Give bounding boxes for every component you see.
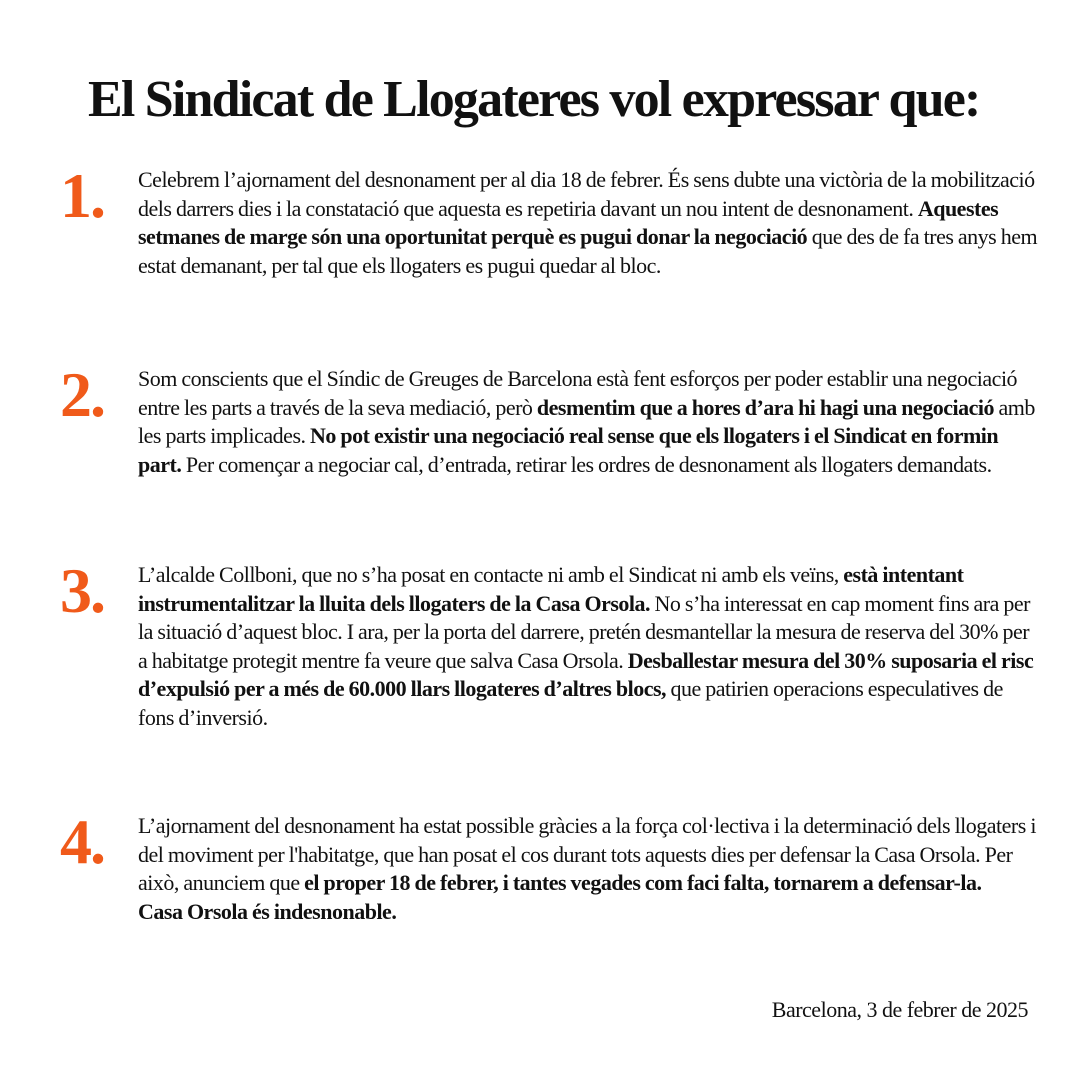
text-segment-bold: Desballestar mesura del 30% suposaria el risc d’expulsió per a més de 60.000 llars llogateres d’altres blocs,: [138, 647, 1034, 702]
text-segment: No s’ha interessat en cap moment fins ara per la situació d’aquest bloc. I ara, per la porta del darrere, pretén desmantellar la mesura de reserva del 30% per a habitatge protegit mentre fa veure que salva Casa Orsola.: [138, 590, 1030, 673]
headline: El Sindicat de Llogateres vol expressar que:: [88, 71, 980, 128]
point-text: [138, 365, 1038, 479]
point-number: 2.: [60, 359, 104, 430]
text-segment: que des de fa tres anys hem estat demanant, per tal que els llogaters es pugui quedar al bloc.: [138, 224, 1038, 278]
point-text: [138, 561, 1038, 733]
text-segment-bold: Aquestes setmanes de marge són una oportunitat perquè es pugui donar la negociació: [138, 195, 999, 250]
text-segment-bold: el proper 18 de febrer, i tantes vegades com faci falta, tornarem a defensar-la.: [304, 870, 982, 896]
text-segment: Som conscients que el Síndic de Greuges de Barcelona està fent esforços per poder establir una negociació entre les parts a través de la seva mediació, però: [138, 366, 1018, 420]
point-number: 3.: [60, 555, 104, 626]
text-segment-bold: No pot existir una negociació real sense que els llogaters i el Sindicat en formin part.: [138, 423, 999, 477]
point-text: [138, 812, 1038, 926]
text-segment: L’alcalde Collboni, que no s’ha posat en contacte ni amb el Sindicat ni amb els veïns,: [138, 562, 844, 587]
text-segment: L’ajornament del desnonament ha estat possible gràcies a la força col·lectiva i la determinació dels llogaters i del moviment per l'habitatge, que han posat el cos durant tots aquests dies per defensar la Casa Orsola. Per això, anunciem que: [138, 813, 1036, 896]
text-segment: que patirien operacions especulatives de fons d’inversió.: [138, 676, 1003, 730]
text-segment: Celebrem l’ajornament del desnonament per al dia 18 de febrer. És sens dubte una victòria de la mobilització dels darrers dies i la constatació que aquesta es repetiria davant un nou intent de desnonament.: [138, 167, 1035, 221]
text-segment-bold: desmentim que a hores d’ara hi hagi una negociació: [536, 394, 994, 420]
point-text: [138, 166, 1038, 280]
point-number: 4.: [60, 806, 104, 877]
text-segment: Per començar a negociar cal, d’entrada, retirar les ordres de desnonament als llogaters demandats.: [181, 451, 992, 477]
text-segment: amb les parts implicades.: [138, 394, 1035, 449]
text-segment-bold: està intentant instrumentalitzar la lluita dels llogaters de la Casa Orsola.: [138, 562, 964, 616]
closing-line: Casa Orsola és indesnonable.: [138, 898, 397, 924]
point-number: 1.: [60, 160, 104, 231]
signature-date: Barcelona, 3 de febrer de 2025: [771, 997, 1028, 1022]
